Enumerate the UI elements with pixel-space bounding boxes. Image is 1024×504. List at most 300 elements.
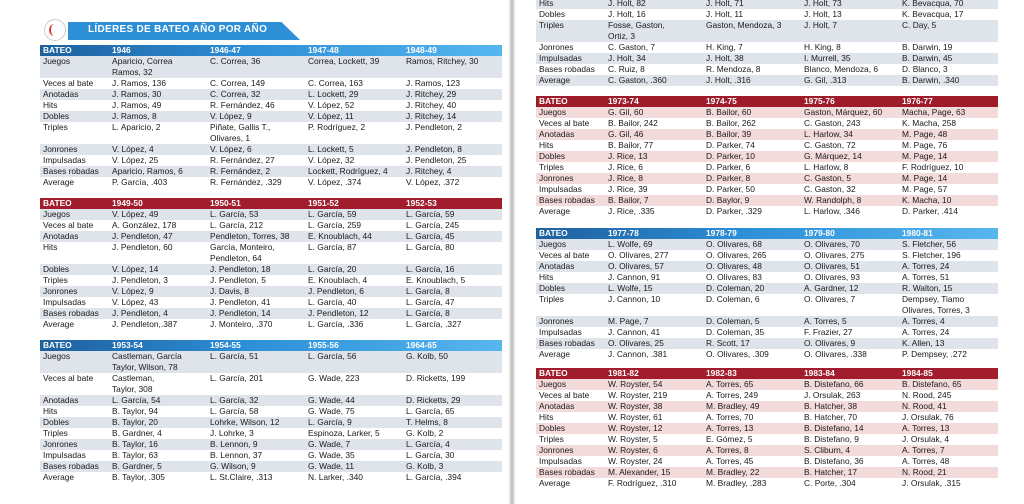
leader-cell: J. Ritchey, 29	[406, 89, 457, 99]
header-cell: 1946	[112, 45, 131, 55]
leader-cell: J. Pendleton, 41	[210, 297, 271, 307]
leader-cell: B. Taylor, 20	[112, 417, 158, 427]
leader-cell: G. Wade, 75	[308, 406, 355, 416]
leader-cell: E. Gómez, 5	[706, 434, 753, 444]
leader-cell: J. Ramos, 8	[112, 111, 157, 121]
leader-cell: J. Holt, 73	[804, 0, 842, 8]
table-row	[536, 283, 998, 294]
leader-cell: L. García, 47	[406, 297, 455, 307]
leader-cell: D. Blanco, 3	[902, 64, 948, 74]
table-row	[536, 20, 998, 42]
leader-cell: D. Coleman, 20	[706, 283, 765, 293]
leader-cell: S. Fletcher, 196	[902, 250, 961, 260]
table-row	[40, 351, 502, 373]
leader-cell: Pendleton, Torres, 38	[210, 231, 290, 241]
leader-cell: L. Harlow, 8	[804, 162, 849, 172]
header-cell: 1980-81	[902, 228, 933, 238]
leader-cell: J. Holt, 16	[608, 9, 646, 19]
leader-cell: Aparicio, Correa Ramos, 32	[112, 56, 173, 77]
leader-cell: W. Royster, 38	[608, 401, 663, 411]
table-row	[40, 220, 502, 231]
table-body	[536, 379, 998, 489]
table-row	[536, 107, 998, 118]
stat-label: Juegos	[539, 107, 567, 117]
leader-cell: J. Holt, 71	[706, 0, 744, 8]
leader-cell: L. García, 59	[308, 209, 357, 219]
table-row	[536, 239, 998, 250]
leader-cell: B. Darwin, 19	[902, 42, 953, 52]
leader-cell: J. Pendleton, 8	[406, 144, 462, 154]
leader-cell: S. Cliburn, 4	[804, 445, 851, 455]
stat-label: Jonrones	[43, 439, 78, 449]
leader-cell: B. Distefano, 36	[804, 456, 864, 466]
leader-cell: L. García, 40	[308, 297, 357, 307]
leader-cell: J. Pendleton,.387	[112, 319, 178, 329]
stat-label: Bases robadas	[43, 166, 99, 176]
leader-cell: M. Page, 14	[902, 151, 948, 161]
leader-cell: B. Bailor, 39	[706, 129, 752, 139]
leader-cell: L. Wolfe, 69	[608, 239, 653, 249]
table-header	[40, 340, 502, 351]
baseball-icon	[44, 19, 66, 41]
leader-cell: C. Gaston, 72	[804, 140, 856, 150]
stat-label: Average	[43, 177, 75, 187]
stat-label: Hits	[539, 272, 554, 282]
leader-cell: E. Knoublach, 5	[406, 275, 466, 285]
leader-cell: Blanco, Mendoza, 6	[804, 64, 879, 74]
table-row	[536, 445, 998, 456]
leader-cell: B. Taylor, 63	[112, 450, 158, 460]
stat-label: Triples	[539, 162, 564, 172]
leader-cell: G. Wade, 223	[308, 373, 360, 383]
leader-cell: E. Knoublach, 44	[308, 231, 372, 241]
leader-cell: P. Dempsey, .272	[902, 349, 967, 359]
leader-cell: E. Knoublach, 4	[308, 275, 368, 285]
leader-cell: L. García, 8	[406, 286, 450, 296]
table-row	[536, 434, 998, 445]
leader-cell: L. García, 65	[406, 406, 455, 416]
leader-cell: B. Hatcher, 38	[804, 401, 858, 411]
table-row	[536, 129, 998, 140]
table-1946-1948	[40, 45, 502, 188]
leader-cell: J. Ramos, 123	[406, 78, 460, 88]
table-row	[40, 461, 502, 472]
leader-cell: J. Holt, 82	[608, 0, 646, 8]
leader-cell: S. Fletcher, 56	[902, 239, 956, 249]
leader-cell: D. Parker, .329	[706, 206, 762, 216]
leader-cell: F. Rodríguez, 10	[902, 162, 964, 172]
stat-label: Anotadas	[43, 89, 79, 99]
table-row	[40, 406, 502, 417]
table-1977-1981	[536, 228, 998, 360]
leader-cell: J. Davis, 8	[210, 286, 250, 296]
leader-cell: C. Gaston, 32	[804, 184, 856, 194]
leader-cell: D. Coleman, 35	[706, 327, 765, 337]
leader-cell: R. Fernández, 46	[210, 100, 275, 110]
leader-cell: W. Royster, 5	[608, 434, 658, 444]
leader-cell: K. Macha, 10	[902, 195, 952, 205]
leader-cell: N. Larker, .340	[308, 472, 363, 482]
header-cell: 1973-74	[608, 96, 639, 106]
leader-cell: C. Correa, 149	[210, 78, 265, 88]
leader-cell: A. Torres, 65	[706, 379, 754, 389]
leader-cell: B. Darwin, .340	[902, 75, 960, 85]
leader-cell: A. Torres, 24	[902, 261, 950, 271]
table-row	[40, 111, 502, 122]
leader-cell: B. Hatcher, 70	[804, 412, 858, 422]
table-row	[536, 349, 998, 360]
stat-label: Hits	[539, 412, 554, 422]
table-row	[536, 478, 998, 489]
leader-cell: J. Pendleton, 2	[406, 122, 462, 132]
leader-cell: R. Fernández, 2	[210, 166, 271, 176]
leader-cell: F. Rodríguez, .310	[608, 478, 677, 488]
stat-label: Juegos	[43, 209, 71, 219]
leader-cell: D. Ricketts, 29	[406, 395, 461, 405]
leader-cell: O. Olivares, 83	[706, 272, 762, 282]
stat-label: Jonrones	[539, 42, 574, 52]
leader-cell: L. García, 59	[406, 209, 455, 219]
header-cell: 1955-56	[308, 340, 339, 350]
leader-cell: A. Torres, 4	[902, 316, 945, 326]
table-row	[536, 261, 998, 272]
stat-label: Juegos	[43, 351, 71, 361]
table-row	[40, 286, 502, 297]
table-row	[40, 155, 502, 166]
header-cell: 1952-53	[406, 198, 437, 208]
leader-cell: W. Royster, 61	[608, 412, 663, 422]
stat-label: Average	[539, 206, 571, 216]
table-row	[40, 428, 502, 439]
table-row	[536, 316, 998, 327]
leader-cell: L. García, 58	[210, 406, 259, 416]
stat-label: Jonrones	[43, 286, 78, 296]
leader-cell: L. García, 4	[406, 439, 450, 449]
leader-cell: B. Bailor, 242	[608, 118, 658, 128]
leader-cell: J. Pendleton, 5	[210, 275, 266, 285]
leader-cell: B. Taylor, 94	[112, 406, 158, 416]
leader-cell: L. García, 8	[406, 308, 450, 318]
leader-cell: K. Allen, 13	[902, 338, 945, 348]
leader-cell: B. Bailor, 262	[706, 118, 756, 128]
leader-cell: O. Olivares, 70	[804, 239, 860, 249]
leader-cell: O. Olivares, 57	[608, 261, 664, 271]
leader-cell: L. García, 87	[308, 242, 357, 252]
leader-cell: V. López, .372	[406, 177, 460, 187]
leader-cell: A. Torres, 70	[706, 412, 754, 422]
leader-cell: M. Page, 48	[902, 129, 948, 139]
leader-cell: O. Olivares, 275	[804, 250, 865, 260]
leader-cell: J. Orsulak, 4	[902, 434, 950, 444]
leader-cell: M. Bradley, 22	[706, 467, 760, 477]
stat-label: Veces al bate	[539, 118, 590, 128]
stat-label: Impulsadas	[539, 53, 582, 63]
leader-cell: K. Bevacqua, 17	[902, 9, 964, 19]
table-row	[536, 412, 998, 423]
leader-cell: B. Lennon, 37	[210, 450, 263, 460]
leader-cell: D. Parker, 74	[706, 140, 755, 150]
leader-cell: L. Wolfe, 15	[608, 283, 653, 293]
leader-cell: Lockett, Rodríguez, 4	[308, 166, 388, 176]
leader-cell: O. Olivares, 7	[804, 294, 856, 304]
leader-cell: N. Rood, 41	[902, 401, 947, 411]
leader-cell: L. García, 212	[210, 220, 264, 230]
leader-cell: J. Ramos, 30	[112, 89, 162, 99]
table-header	[536, 368, 998, 379]
leader-cell: D. Parker, .414	[902, 206, 958, 216]
table-1953-1965	[40, 340, 502, 483]
stat-label: Impulsadas	[43, 155, 86, 165]
header-cell: 1983-84	[804, 368, 835, 378]
leader-cell: L. Lockett, 5	[308, 144, 354, 154]
leader-cell: V. López, 11	[308, 111, 354, 121]
leader-cell: J. Pendleton, 14	[210, 308, 271, 318]
table-row	[536, 379, 998, 390]
leader-cell: I. Murrell, 35	[804, 53, 851, 63]
header-cell: 1984-85	[902, 368, 933, 378]
stat-label: Impulsadas	[539, 456, 582, 466]
stat-label: Impulsadas	[539, 184, 582, 194]
table-body	[536, 239, 998, 360]
leader-cell: Ramos, Ritchey, 30	[406, 56, 479, 66]
leader-cell: C. Ruiz, 8	[608, 64, 645, 74]
leader-cell: D. Parker, 6	[706, 162, 751, 172]
table-row	[40, 297, 502, 308]
table-row	[536, 118, 998, 129]
banner-title: LÍDERES DE BATEO AÑO POR AÑO	[88, 24, 268, 35]
stat-label: Average	[539, 75, 571, 85]
leader-cell: G. Wade, 11	[308, 461, 355, 471]
stat-label: Bases robadas	[43, 461, 99, 471]
stat-label: Impulsadas	[539, 327, 582, 337]
leader-cell: V. López, 6	[210, 144, 252, 154]
leader-cell: W. Randolph, 8	[804, 195, 862, 205]
leader-cell: M. Bradley, .283	[706, 478, 767, 488]
table-row	[40, 166, 502, 177]
stat-label: Average	[43, 472, 75, 482]
table-row	[40, 450, 502, 461]
leader-cell: D. Ricketts, 199	[406, 373, 466, 383]
leader-cell: P. García, .403	[112, 177, 168, 187]
leader-cell: O. Olivares, 93	[804, 272, 860, 282]
leader-cell: A. Torres, 48	[902, 456, 950, 466]
leader-cell: L. Harlow, 34	[804, 129, 853, 139]
table-row	[536, 401, 998, 412]
leader-cell: A. Gardner, 12	[804, 283, 859, 293]
leader-cell: B. Distefano, 66	[804, 379, 864, 389]
header-cell: 1953-54	[112, 340, 143, 350]
header-cell: 1981-82	[608, 368, 639, 378]
leader-cell: L. García, 54	[112, 395, 161, 405]
leader-cell: V. López, 43	[112, 297, 159, 307]
table-1973-1977	[536, 96, 998, 217]
leader-cell: J. Lohrke, 3	[210, 428, 254, 438]
leader-cell: D. Coleman, 6	[706, 294, 760, 304]
leader-cell: D. Parker, 8	[706, 173, 751, 183]
table-row	[536, 0, 998, 9]
table-row	[536, 338, 998, 349]
header-cell: 1949-50	[112, 198, 143, 208]
leader-cell: W. Royster, 54	[608, 379, 663, 389]
stat-label: Triples	[539, 20, 564, 30]
leader-cell: B. Bailor, 60	[706, 107, 752, 117]
header-cell: 1977-78	[608, 228, 639, 238]
stat-label: Veces al bate	[43, 220, 94, 230]
leader-cell: M. Bradley, 49	[706, 401, 760, 411]
leader-cell: L. García, 80	[406, 242, 455, 252]
leader-cell: N. Rood, 245	[902, 390, 952, 400]
header-cell: 1979-80	[804, 228, 835, 238]
stat-label: Veces al bate	[43, 373, 94, 383]
leader-cell: A. Torres, 51	[902, 272, 950, 282]
leader-cell: O. Olivares, 9	[804, 338, 856, 348]
table-row	[536, 140, 998, 151]
header-cell: 1975-76	[804, 96, 835, 106]
table-row	[536, 195, 998, 206]
stat-label: Juegos	[43, 56, 71, 66]
leader-cell: R. Scott, 17	[706, 338, 750, 348]
stat-label: Anotadas	[539, 401, 575, 411]
leader-cell: B. Bailor, 7	[608, 195, 649, 205]
leader-cell: J. Ramos, 49	[112, 100, 162, 110]
header-cell: 1976-77	[902, 96, 933, 106]
table-row	[536, 423, 998, 434]
stat-label: Jonrones	[539, 173, 574, 183]
leader-cell: R. Fernández, 27	[210, 155, 275, 165]
leader-cell: B. Gardner, 5	[112, 461, 162, 471]
leader-cell: Gaston, Márquez, 60	[804, 107, 883, 117]
leader-cell: M. Alexander, 15	[608, 467, 671, 477]
leader-cell: A. Torres, 7	[902, 445, 945, 455]
stat-label: Dobles	[539, 283, 566, 293]
table-1969-1973-continued	[536, 0, 998, 86]
leader-cell: J. Cannon, 10	[608, 294, 661, 304]
stat-label: Average	[539, 478, 571, 488]
leader-cell: D. Coleman, 5	[706, 316, 760, 326]
leader-cell: L. Aparicio, 2	[112, 122, 161, 132]
leader-cell: A. Torres, 249	[706, 390, 758, 400]
right-page	[512, 0, 1024, 504]
leader-cell: J. Holt, 38	[706, 53, 744, 63]
leader-cell: V. López, 14	[112, 264, 159, 274]
leader-cell: B. Taylor, 16	[112, 439, 158, 449]
table-row	[536, 456, 998, 467]
table-row	[40, 209, 502, 220]
stat-label: Veces al bate	[539, 390, 590, 400]
leader-cell: W. Royster, 6	[608, 445, 658, 455]
leader-cell: C. Porte, .304	[804, 478, 856, 488]
leader-cell: W. Royster, 24	[608, 456, 663, 466]
leader-cell: J. Rice, 6	[608, 162, 643, 172]
table-row	[40, 395, 502, 406]
leader-cell: J. Ritchey, 4	[406, 166, 452, 176]
leader-cell: J. Orsulak, 263	[804, 390, 861, 400]
leader-cell: L. St.Claire, .313	[210, 472, 273, 482]
leader-cell: D. Parker, 50	[706, 184, 755, 194]
leader-cell: C. Day, 5	[902, 20, 937, 30]
leader-cell: J. Holt, 34	[608, 53, 646, 63]
leader-cell: P. Rodríguez, 2	[308, 122, 366, 132]
leader-cell: O. Olivares, 68	[706, 239, 762, 249]
leader-cell: W. Royster, 12	[608, 423, 663, 433]
leader-cell: L. García, .394	[406, 472, 462, 482]
header-cell: 1978-79	[706, 228, 737, 238]
leader-cell: G. Gil, 60	[608, 107, 644, 117]
leader-cell: A. Torres, 5	[804, 316, 847, 326]
stat-label: Veces al bate	[539, 250, 590, 260]
stat-label: Bases robadas	[539, 338, 595, 348]
table-body	[536, 107, 998, 217]
leader-cell: G. Kolb, 3	[406, 461, 444, 471]
leader-cell: J. Monteiro, .370	[210, 319, 273, 329]
leader-cell: J. Cannon, 41	[608, 327, 661, 337]
table-header	[40, 198, 502, 209]
table-header	[40, 45, 502, 56]
leader-cell: H. King, 8	[804, 42, 841, 52]
section-banner	[40, 22, 300, 40]
table-row	[40, 144, 502, 155]
header-cell: BATEO	[539, 368, 568, 378]
table-row	[536, 184, 998, 195]
leader-cell: B. Lennon, 9	[210, 439, 258, 449]
leader-cell: G. Wade, 44	[308, 395, 355, 405]
table-row	[536, 53, 998, 64]
header-cell: 1954-55	[210, 340, 241, 350]
stat-label: Jonrones	[539, 445, 574, 455]
leader-cell: Castleman, García Taylor, Wilson, 78	[112, 351, 182, 372]
table-row	[536, 162, 998, 173]
table-body	[40, 209, 502, 330]
leader-cell: V. López, .374	[308, 177, 362, 187]
leader-cell: J. Pendleton, 60	[112, 242, 173, 252]
leader-cell: L. Lockett, 29	[308, 89, 359, 99]
leader-cell: C. Gaston, .360	[608, 75, 667, 85]
table-row	[536, 294, 998, 316]
stat-label: Juegos	[539, 239, 567, 249]
table-row	[40, 89, 502, 100]
leader-cell: Castleman, Taylor, 308	[112, 373, 155, 394]
table-row	[40, 319, 502, 330]
leader-cell: R. Mendoza, 8	[706, 64, 761, 74]
table-row	[40, 122, 502, 144]
leader-cell: J. Cannon, 91	[608, 272, 661, 282]
leader-cell: J. Holt, 11	[706, 9, 744, 19]
leader-cell: J. Rice, 8	[608, 173, 643, 183]
header-cell: BATEO	[43, 340, 72, 350]
table-header	[536, 96, 998, 107]
leader-cell: A. Torres, 13	[706, 423, 754, 433]
leader-cell: L. García, .327	[406, 319, 462, 329]
leader-cell: A. Torres, 45	[706, 456, 754, 466]
header-cell: 1974-75	[706, 96, 737, 106]
leader-cell: J. Pendleton, 18	[210, 264, 271, 274]
stat-label: Triples	[43, 275, 68, 285]
stat-label: Bases robadas	[539, 467, 595, 477]
leader-cell: J. Pendleton, 25	[406, 155, 467, 165]
header-cell: BATEO	[43, 45, 72, 55]
header-cell: BATEO	[539, 228, 568, 238]
stat-label: Hits	[539, 0, 554, 8]
table-row	[536, 75, 998, 86]
table-row	[40, 78, 502, 89]
table-row	[536, 151, 998, 162]
stat-label: Juegos	[539, 379, 567, 389]
header-cell: 1982-83	[706, 368, 737, 378]
stat-label: Hits	[43, 242, 58, 252]
stat-label: Impulsadas	[43, 450, 86, 460]
leader-cell: L. García, 16	[406, 264, 455, 274]
table-body	[40, 56, 502, 188]
